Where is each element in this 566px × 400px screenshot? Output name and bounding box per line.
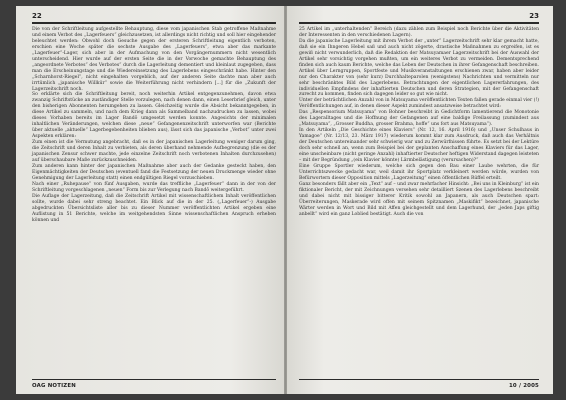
paragraph: So erklärte sich die Schriftleitung bereit, noch weiterhin Artikel entgegenzunehmen, davon etwa zwanzig Schriftstücke an zuständiger Stelle vorzulegen, nach denen dann, einen Leserbrief gleich, unter den bisherigen Abonnenten herumgehen zu lassen. Gleichzeitig wurde die Absicht bekanntgegeben, in diese Artikel zu sammeln, und nach dem Krieg dann als Sammelband nachzudrucken zu lassen, wobei dieses Vorhaben bereits im Lager Bandō umgesetzt werden konnte. Angesichts der minimalen inhaltlichen Veränderungen, welchen diese „neue“ Gefangenenzeitschrift unterworfen war (Berichte über aktuelle „aktuelle“ Lagerbegebenheiten blieben aus), lässt sich das japanische „Verbot“ unter zwei Aspekten erklären: — [32, 92, 276, 140]
left-page — [16, 6, 284, 394]
footer-rule — [32, 379, 276, 381]
paragraph: Unter der beträchtlichen Anzahl von in Matsuyama veröffentlichten Texten fallen gerade einmal vier (!) Veröffentlichungen auf, in denen dieser Aspekt zumindest ansatzweise betrachtet wird: — [299, 98, 539, 110]
body-text — [32, 27, 276, 223]
paragraph: Die von der Schriftleitung aufgestellte Behauptung, diese vom japanischen Stab getroffene Maßnahme und einem Verbot des „Lagerfeuers“ gleichzusetzen, ist allerdings nicht richtig und soll hier eingehender beleuchtet werden: Obwohl doch Gesuche gegen der ersteren Schriftleitung eigentlich verboten, erschien eine Woche später die sechste Ausgabe des „Lagerfeuers“, etwa aber das markante „Lagerfeuer“-Lager, sich aber in der Aufmachung von den Vorgängernummern nicht wesentlich unterscheidend. Hier wurde auf der ersten Seite die in der Vorwoche gemachte Behauptung des „angeordnete Verbotes“ des Verbotes“ durch die Lagerleitung dementiert und kleinlaut zugegeben, dass man die Erscheinungstage und die Wiedereinsetzung des Lagerlebens eingeschränkt habe. Hinter den „Scharnhorst-Riegel“, nicht eingehalten vorgeblich, auf der anderen Seite dachte man aber auch irrtümlich „japanische Willkür“ sowie die Weiterführung nicht verhindern [...] für die „Zukunft der Lagerzeitschrift noch. — [32, 27, 276, 92]
paragraph: Zum anderen kann hinter der japanischen Maßnahme aber auch der Gedanke gesteckt haben, den Eigenmächtigkeiten der Deutschen (eventuell fand die Festsetzung der neuen Druckmenge wieder ohne Genehmigung der Lagerleitung statt) einen endgültigen Riegel vorzuschieben. — [32, 163, 276, 181]
footer-rule — [299, 379, 539, 381]
right-page — [287, 6, 553, 394]
paragraph: In den Artikeln „Die Geschichte eines Klaviers“ (Nr. 12, 16. April 1916) und „Unser Schulhaus in Yamagoe“ (Nr. 12/13, 23. März 1917) wiederum kommt klar zum Ausdruck, daß auch das Verhältnis der Deutschen untereinander sehr schwierig war und zu Zerwürfnissen führte. Es setzt bei der Lektüre doch sehr schnell an, wenn zum Beispiel bei der geplanten Anschaffung eines Klaviers für das Lager, eine unscheinbare (nicht geringe Anzahl) inhaftierter Deutscher heftigen Widerstand dagegen leisteten – mit der Begründung „(ein Klavier könnte) Lärmbelästigung (verursachen)?“ — [299, 128, 539, 163]
footer-publication: OAG NOTIZEN — [32, 383, 76, 389]
footer-issue: 10 / 2005 — [508, 383, 539, 389]
page-number: 23 — [529, 12, 539, 20]
paragraph: Das „Respensorium Matsuyama“ von Bohner beschreibt in Gedichtform lamentierend die Monotonie des Lageralltages und die Hoffnung der Gefangenen auf eine baldige Freilassung (zumindest aus „Matsuyama“, „Grosser Buddha, grosser Brahma, hoffe“ uns fort aus Matsuyama“). — [299, 110, 539, 128]
header-rule — [299, 22, 539, 24]
paragraph: Zum einen ist die Vermutung angebracht, daß es in der japanischen Lagerleitung weniger darum ging, die Zeitschrift und deren Inhalt zu verbieten, als deren überhand nehmende Aufbegrenzung (die es der japanischen Zensur schwer machte, jede einzelne Zeitschrift noch verbotenen Inhalten durchzusehen) auf überschaubare Maße zurückzuschneiden. — [32, 140, 276, 163]
paragraph: 25 Artikel im „unterhaltenden“ Bereich (dazu zählen zum Beispiel noch Berichte über die Aktivitäten der Interessenten in den verschiedenen Lagern). — [299, 27, 539, 38]
paragraph: Nach einer „Ruhepause“ von fünf Ausgaben, wurde das treffliche „Lagerfeuer“ dann in der von der Schriftleitung vorgeschlagenen „neuen“ Form bis zur Verlegung nach Bandō weitergeführt. — [32, 181, 276, 193]
paragraph: Ganz besonders fällt aber ein „Text“ auf – und zwar mehrfacher Hinsicht: „Bei uns in Kleinburg“ ist ein fiktionaler Bericht, der mit Zeichnungen versehen sehr detailliert Szenen des Lagerlebens beschreibt und dabei nicht mit bissiger bitterer Kritik sowohl an Japanern, als auch Deutschen spart: Überreiterungen, Maskerade wird offen mit seinem Spitznamen „Maskifikt“ bezeichnet, japanische Wärter werden in Wort und Bild mit Affen gleichgestellt und dem Lagerhund, der „jeden Japs giftig anbellt“ wird ein ganz Loblied bestätigt. Auch die von — [299, 181, 539, 217]
header-rule — [32, 22, 276, 24]
paragraph: Die Auflage der Lagerzeitung, daß die Zeitschrift Artikel mit wissenschaftlichem Inhalt veröffentlichen sollte, wurde dabei sehr streng beachtet. Ein Blick auf die in der 25. („Lagerfeuer“-) Ausgabe abgedruckten Übersichtsliste aller bis zu dieser Nummer veröffentlichten Artikel ergeben eine Auflistung in 51 Berichte, welche im weitgehendsten Sinne wissenschaftlichen Anspruch erheben können und — [32, 193, 276, 223]
body-text — [299, 27, 539, 218]
page-number: 22 — [32, 12, 42, 20]
paragraph: Eine Gruppe Sportler wiederum, welche sich gegen den Bau einer Laube wehrten, die für Unterrichtszwecke gedacht war, weil damit ihr Sportplatz verkleinert werden würde, wurden von Befürwortern dieser Opposition mittels „Lagerzeitung“ einen öffentlichen Rüffel erteilt. — [299, 163, 539, 181]
paragraph: Da die japanische Lagerleitung mit ihrem Verbot der „unter“ Lagerzeitschrift sehr klar gemacht hatte, daß sie ein Ihngeren Hebel saß und auch nicht zögerte, drastische Maßnahmen zu ergreifen, ist es gewiß nicht verwunderlich, daß die Redaktion der Matsuyamaer Lagerzeitschrift bei der Auswahl der Artikel sehr vorsichtig vorgehen mußten, um ein weiteres Verbot zu vermeiden. Dementsprechend finden sich auch kaum Berichte, welche das Leben der Deutschen in ihrer Gefangenschaft beschreiben. Artikel über Lerngruppen, Sportfeste und Musikveranstaltungen erschienen zwar, haben aber leider nur den Charakter von (sehr kurz) Durchhalteparolen (wenigstens) Nachrichten und vermitteln nur sehr beschränktes Bild des Lagerlebens. Betrachtungen der eigentlichen Lagererfahrungen, des individuellen Empfindens der inhaftierten Deutschen und deren Strategien, mit der Gefangenschaft zurecht zu kommen, finden sich dagegen leider so gut wie nicht. — [299, 38, 539, 98]
